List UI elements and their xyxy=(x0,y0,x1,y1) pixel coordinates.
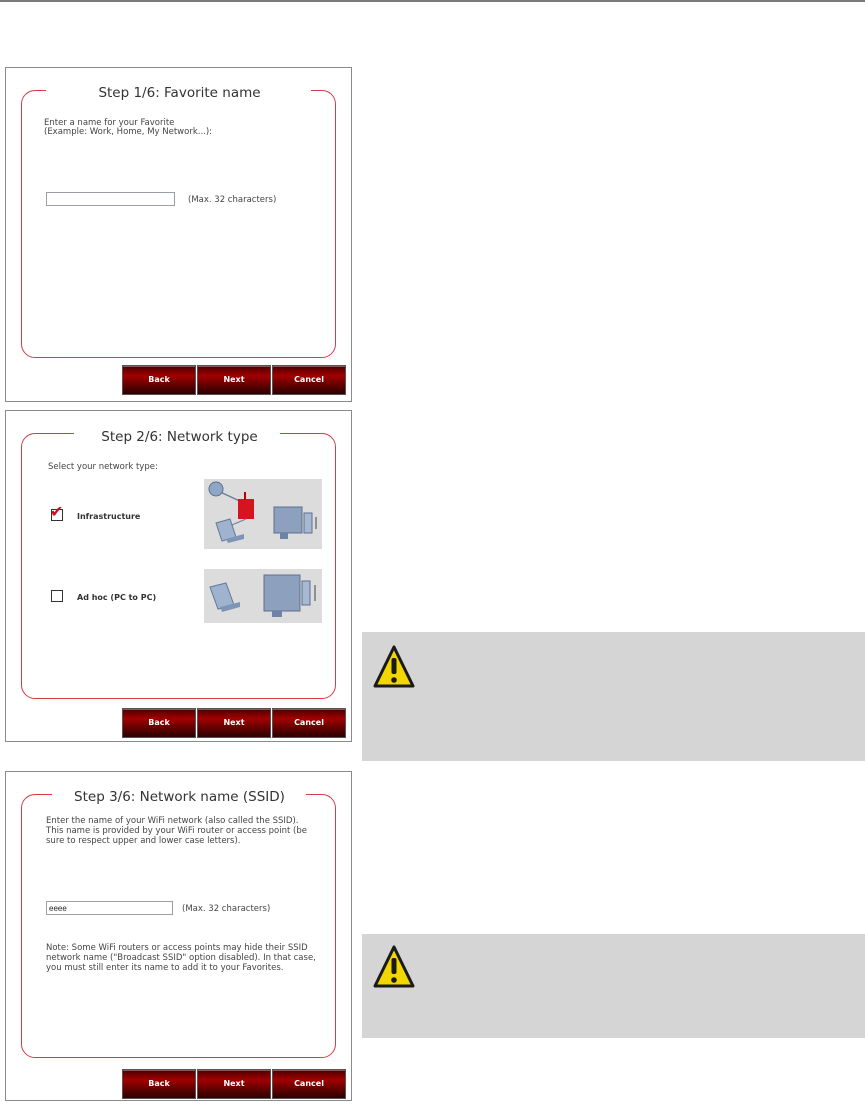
wizard-panel-step-3 xyxy=(5,771,352,1101)
step-title: Step 3/6: Network name (SSID) xyxy=(74,789,285,805)
warning-triangle-icon xyxy=(372,944,416,990)
max-characters-note: (Max. 32 characters) xyxy=(182,904,271,914)
cancel-button[interactable]: Cancel xyxy=(272,1069,346,1099)
top-rule xyxy=(0,0,865,2)
infrastructure-label: Infrastructure xyxy=(77,512,141,521)
cancel-button[interactable]: Cancel xyxy=(272,365,346,395)
wizard-panel-step-1 xyxy=(5,67,352,402)
instructions-line-2: (Example: Work, Home, My Network...): xyxy=(44,127,213,137)
favorite-name-input[interactable] xyxy=(46,192,175,206)
back-button[interactable]: Back xyxy=(122,708,196,738)
checkmark-icon: ✔ xyxy=(50,502,64,521)
ssid-input[interactable] xyxy=(46,901,173,915)
wizard-panel-step-2 xyxy=(5,410,352,742)
warning-box xyxy=(362,934,865,1038)
next-button[interactable]: Next xyxy=(197,365,271,395)
adhoc-illustration xyxy=(204,569,322,623)
infrastructure-illustration xyxy=(204,479,322,549)
instructions-text: Enter the name of your WiFi network (also called the SSID). This name is provided by your WiFi router or access point (be sure to respect upper and lower case letters). xyxy=(46,816,307,846)
step-title: Step 1/6: Favorite name xyxy=(98,85,261,101)
instructions-text: Select your network type: xyxy=(48,462,158,472)
cancel-button[interactable]: Cancel xyxy=(272,708,346,738)
back-button[interactable]: Back xyxy=(122,365,196,395)
adhoc-label: Ad hoc (PC to PC) xyxy=(77,593,157,602)
ssid-note-text: Note: Some WiFi routers or access points may hide their SSID network name ("Broadcast SSID" option disabled). In that case, you must still enter its name to add it to your Favorites. xyxy=(46,943,316,973)
warning-triangle-icon xyxy=(372,644,416,690)
infrastructure-checkbox[interactable] xyxy=(50,502,64,521)
warning-box xyxy=(362,632,865,761)
step-frame xyxy=(21,433,336,699)
back-button[interactable]: Back xyxy=(122,1069,196,1099)
max-characters-note: (Max. 32 characters) xyxy=(188,195,277,205)
instructions-line-1: Enter a name for your Favorite xyxy=(44,118,175,128)
step-title: Step 2/6: Network type xyxy=(101,429,258,445)
next-button[interactable]: Next xyxy=(197,708,271,738)
next-button[interactable]: Next xyxy=(197,1069,271,1099)
adhoc-checkbox[interactable] xyxy=(51,590,63,602)
